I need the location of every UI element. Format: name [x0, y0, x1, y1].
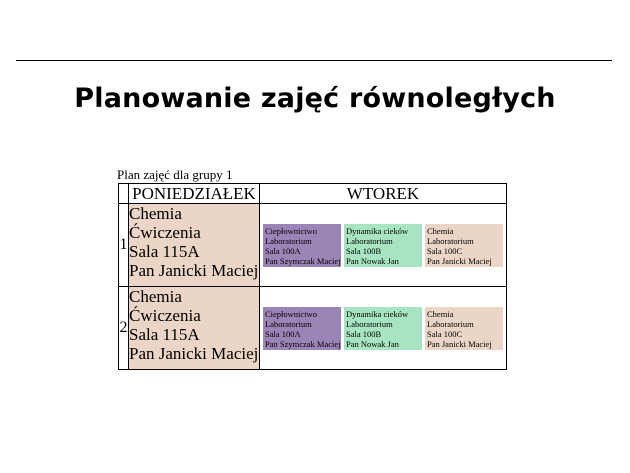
monday-teacher: Pan Janicki Maciej — [129, 261, 259, 280]
header-row — [119, 184, 507, 204]
block-type: Laboratorium — [265, 318, 312, 329]
tuesday-cell — [260, 204, 507, 287]
block-type: Laboratorium — [346, 318, 393, 329]
class-block[interactable] — [425, 307, 503, 350]
monday-cell[interactable] — [129, 204, 260, 287]
table-row — [119, 204, 507, 287]
block-teacher: Pan Nowak Jan — [346, 255, 399, 266]
class-block[interactable] — [344, 224, 422, 267]
monday-type: Ćwiczenia — [129, 223, 201, 242]
block-room: Sala 100A — [265, 328, 301, 339]
tuesday-cell — [260, 287, 507, 370]
block-subject: Ciepłownictwo — [265, 308, 317, 319]
header-tuesday: WTOREK — [260, 184, 507, 204]
block-room: Sala 100C — [427, 245, 463, 256]
class-block[interactable] — [425, 224, 503, 267]
monday-subject: Chemia — [129, 204, 182, 223]
block-type: Laboratorium — [346, 235, 393, 246]
class-block[interactable] — [344, 307, 422, 350]
monday-teacher: Pan Janicki Maciej — [129, 344, 259, 363]
slide-title: Planowanie zajęć równoległych — [74, 83, 556, 114]
block-subject: Chemia — [427, 308, 454, 319]
block-type: Laboratorium — [265, 235, 312, 246]
block-subject: Dynamika cieków — [346, 308, 409, 319]
row-number: 2 — [119, 287, 129, 370]
block-type: Laboratorium — [427, 318, 474, 329]
monday-cell[interactable] — [129, 287, 260, 370]
block-subject: Chemia — [427, 225, 454, 236]
block-room: Sala 100B — [346, 245, 382, 256]
block-teacher: Pan Janicki Maciej — [427, 338, 492, 349]
block-teacher: Pan Szymczak Maciej — [265, 255, 341, 266]
block-room: Sala 100B — [346, 328, 382, 339]
row-number: 1 — [119, 204, 129, 287]
block-subject: Ciepłownictwo — [265, 225, 317, 236]
monday-type: Ćwiczenia — [129, 306, 201, 325]
block-teacher: Pan Janicki Maciej — [427, 255, 492, 266]
header-monday: PONIEDZIAŁEK — [129, 184, 260, 204]
block-teacher: Pan Nowak Jan — [346, 338, 399, 349]
block-room: Sala 100C — [427, 328, 463, 339]
monday-room: Sala 115A — [129, 242, 200, 261]
block-type: Laboratorium — [427, 235, 474, 246]
monday-subject: Chemia — [129, 287, 182, 306]
schedule-table — [118, 183, 507, 370]
block-subject: Dynamika cieków — [346, 225, 409, 236]
top-divider — [16, 60, 612, 61]
block-teacher: Pan Szymczak Maciej — [265, 338, 341, 349]
class-block[interactable] — [263, 224, 341, 267]
block-room: Sala 100A — [265, 245, 301, 256]
monday-room: Sala 115A — [129, 325, 200, 344]
class-block[interactable] — [263, 307, 341, 350]
schedule-caption: Plan zajęć dla grupy 1 — [117, 167, 233, 182]
table-row — [119, 287, 507, 370]
header-corner — [119, 184, 129, 204]
